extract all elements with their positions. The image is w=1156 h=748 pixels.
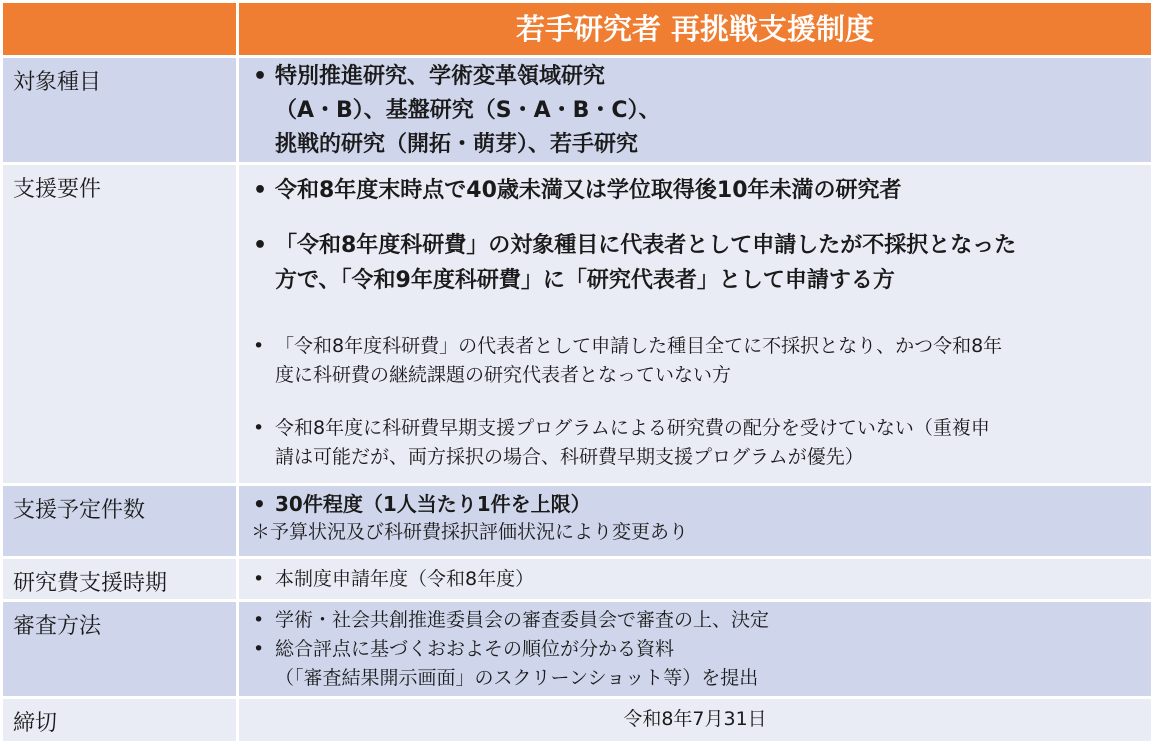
row-value-period	[239, 559, 1151, 599]
row-label-deadline: 締切	[3, 699, 239, 741]
row-value-requirements	[239, 165, 1151, 483]
list-item	[249, 565, 1141, 594]
list-item	[249, 490, 1141, 518]
bullet-icon: •	[253, 609, 265, 631]
row-period	[3, 559, 1151, 599]
list-item	[249, 228, 1141, 298]
row-deadline	[3, 699, 1151, 741]
text-line: 挑戦的研究（開拓・萌芽）、若手研究	[275, 132, 639, 157]
row-value-review	[239, 602, 1151, 696]
list-item	[249, 173, 1141, 208]
bullet-icon: •	[253, 492, 266, 516]
text-line: 方で、「令和9年度科研費」に「研究代表者」として申請する方	[275, 268, 895, 293]
list-item	[249, 332, 1141, 390]
bullet-icon: •	[253, 64, 268, 89]
text-line: 令和8年度に科研費早期支援プログラムによる研究費の配分を受けていない（重複申	[275, 417, 990, 439]
list-item	[249, 60, 1141, 162]
row-target	[3, 58, 1151, 162]
text-line: 総合評点に基づくおおよその順位が分かる資料	[275, 638, 675, 660]
text-line: （「審査結果開示画面」のスクリーンショット等）を提出	[275, 667, 759, 689]
row-label-target: 対象種目	[3, 58, 239, 162]
text-line: 特別推進研究、学術変革領域研究	[275, 64, 606, 89]
bullet-icon: •	[253, 178, 268, 203]
text-line: 「令和8年度科研費」の代表者として申請した種目全てに不採択となり、かつ令和8年	[275, 335, 1003, 357]
deadline-value: 令和8年7月31日	[239, 699, 1151, 741]
text-line: 度に科研費の継続課題の研究代表者となっていない方	[275, 364, 732, 386]
bullet-icon: •	[253, 233, 268, 258]
row-label-period: 研究費支援時期	[3, 559, 239, 599]
bullet-icon: •	[253, 335, 265, 357]
text-line: 「令和8年度科研費」の対象種目に代表者として申請したが不採択となった	[275, 233, 1017, 258]
text-line: （A・B）、基盤研究（S・A・B・C）、	[275, 98, 661, 123]
text-line: 本制度申請年度（令和8年度）	[275, 568, 535, 590]
bullet-icon: •	[253, 638, 265, 660]
text-line: 30件程度（1人当たり1件を上限）	[275, 492, 591, 516]
header-blank-cell	[3, 3, 239, 55]
row-requirements	[3, 165, 1151, 483]
row-label-requirements: 支援要件	[3, 165, 239, 483]
bullet-icon: •	[253, 417, 265, 439]
list-item	[249, 635, 1141, 693]
table-header	[3, 3, 1151, 55]
row-value-target	[239, 58, 1151, 162]
text-line: 令和8年度末時点で40歳未満又は学位取得後10年未満の研究者	[275, 178, 902, 203]
text-line: 請は可能だが、両方採択の場合、科研費早期支援プログラムが優先）	[275, 446, 864, 468]
row-label-count: 支援予定件数	[3, 486, 239, 556]
text-line: 学術・社会共創推進委員会の審査委員会で審査の上、決定	[275, 609, 770, 631]
row-label-review: 審査方法	[3, 602, 239, 696]
table-title: 若手研究者 再挑戦支援制度	[239, 3, 1151, 55]
row-review	[3, 602, 1151, 696]
list-item	[249, 606, 1141, 635]
row-value-count	[239, 486, 1151, 556]
list-item	[249, 414, 1141, 472]
note-text: ＊予算状況及び科研費採択評価状況により変更あり	[251, 521, 689, 543]
bullet-icon: •	[253, 568, 265, 590]
row-count	[3, 486, 1151, 556]
